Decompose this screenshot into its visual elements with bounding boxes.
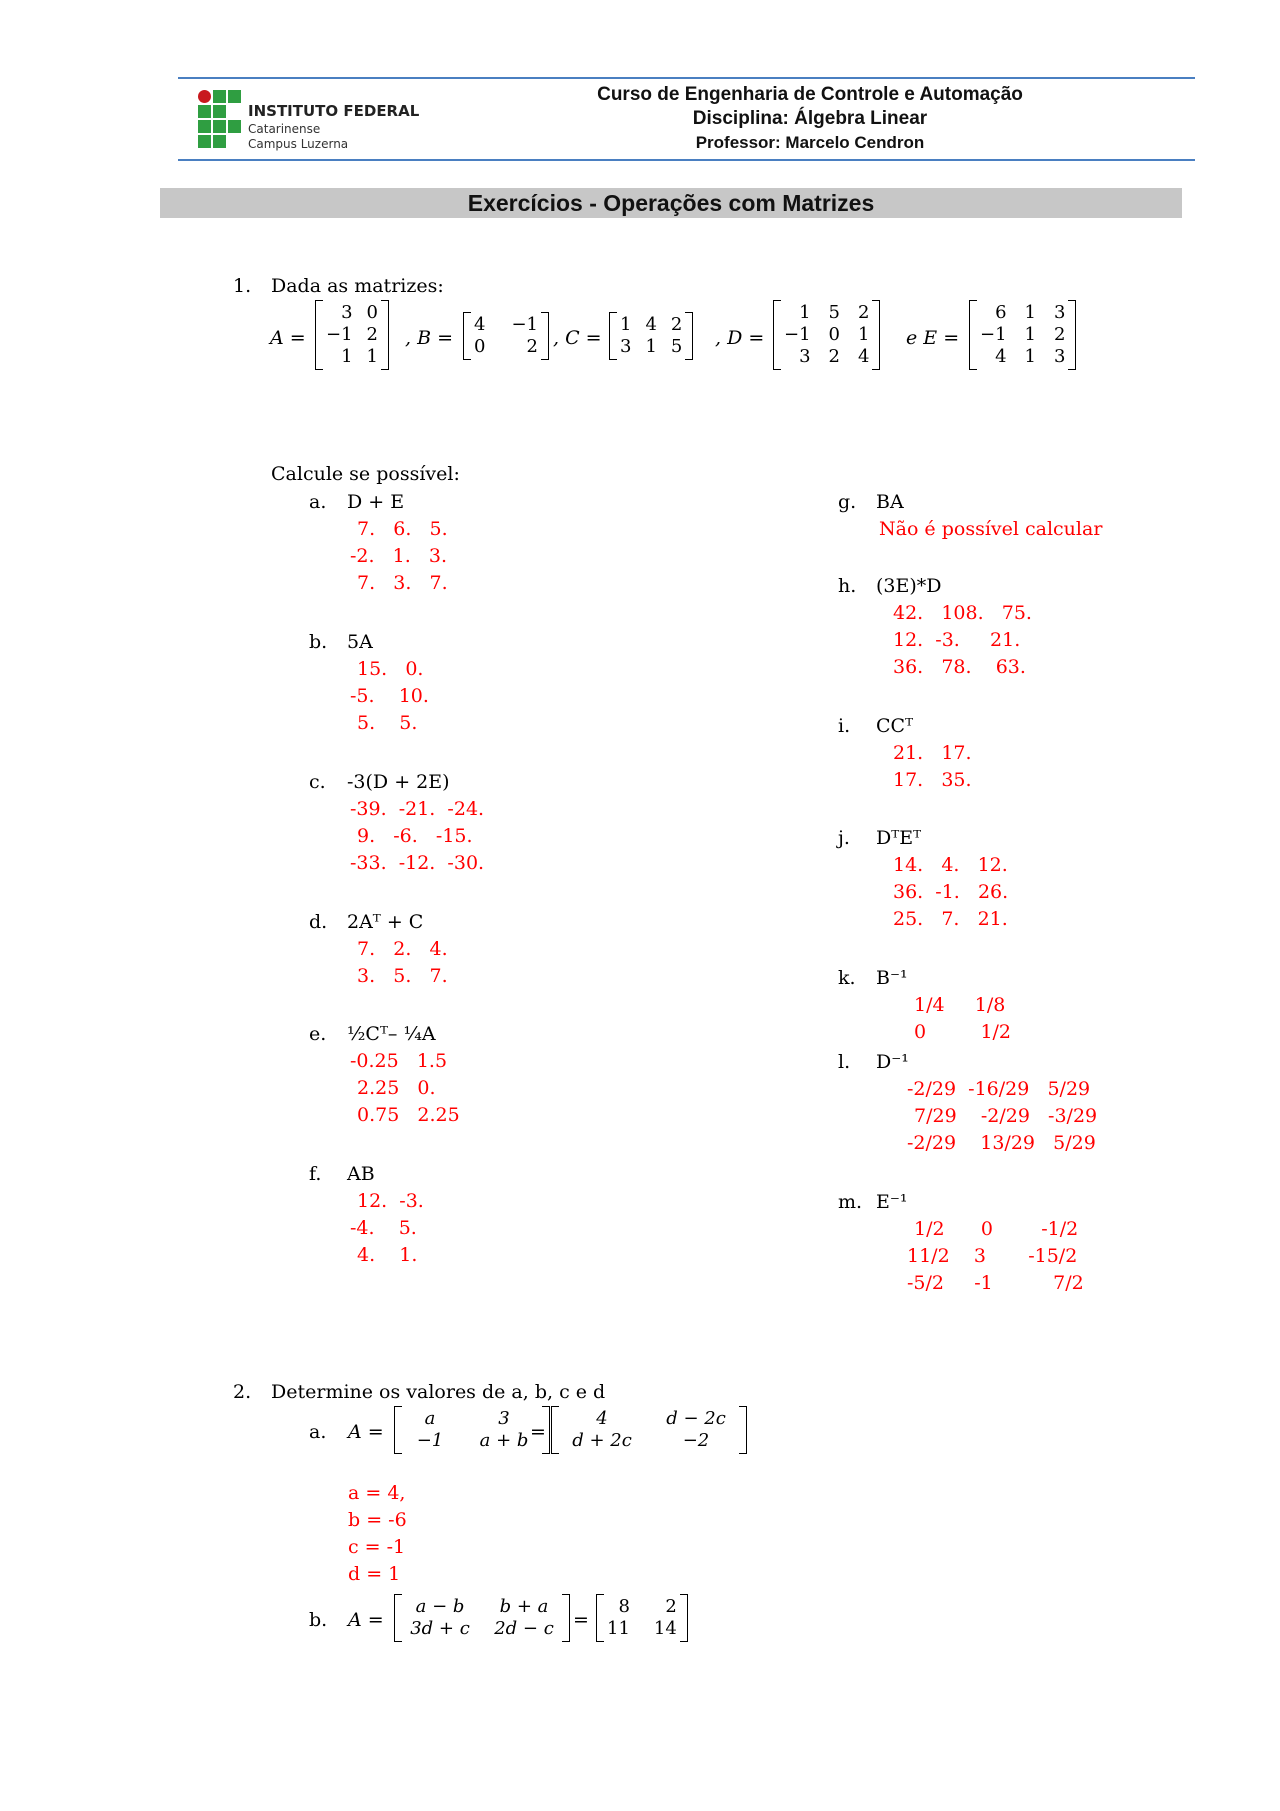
exercise-item-letter: g. — [838, 491, 857, 513]
matrix-cell: 1 — [341, 346, 353, 367]
matrix-cell: 2 — [670, 314, 683, 335]
matrix-cell: 3d + c — [410, 1618, 470, 1639]
logo-title: INSTITUTO FEDERAL — [248, 102, 420, 120]
answer-row: 17. 35. — [893, 769, 972, 791]
matrix-e-label: e E = — [906, 327, 960, 349]
matrix-cell: 3 — [498, 1408, 510, 1429]
answer-row: -39. -21. -24. — [350, 798, 485, 820]
answer-row: 12. -3. 21. — [893, 629, 1021, 651]
answer-row: -2/29 -16/29 5/29 — [907, 1078, 1091, 1100]
answer-row: 15. 0. — [357, 658, 424, 680]
answer-row: -5. 10. — [350, 685, 429, 707]
exercise-item-expression: B⁻¹ — [876, 967, 908, 989]
matrix-d-label: , D = — [715, 327, 765, 349]
matrix-cell: 1 — [645, 336, 657, 357]
answer-row: -5/2 -1 7/2 — [907, 1272, 1084, 1294]
answer-row: 42. 108. 75. — [893, 602, 1032, 624]
answer-row: 36. -1. 26. — [893, 881, 1009, 903]
matrix-cell: 0 — [828, 324, 840, 345]
answer-row: -2. 1. 3. — [350, 545, 448, 567]
answer-row: -4. 5. — [350, 1217, 417, 1239]
q2-a-answer: a = 4, — [348, 1482, 406, 1504]
matrix-cell: 4 — [645, 314, 657, 335]
course-name: Curso de Engenharia de Controle e Automação — [597, 84, 1023, 105]
matrix-cell: 4 — [995, 346, 1007, 367]
exercise-item-letter: e. — [309, 1023, 327, 1045]
institution-logo — [198, 90, 438, 150]
matrix-cell: 2 — [526, 336, 538, 357]
logo-subtitle-2: Campus Luzerna — [248, 137, 349, 151]
exercise-item-letter: i. — [838, 715, 851, 737]
matrix-d — [773, 300, 880, 370]
exercise-item-expression: -3(D + 2E) — [347, 771, 450, 793]
logo-subtitle-1: Catarinense — [248, 122, 321, 136]
exercise-item-letter: d. — [309, 911, 328, 933]
answer-row: 14. 4. 12. — [893, 854, 1008, 876]
matrix-cell: 3 — [799, 346, 811, 367]
exercise-item-letter: l. — [838, 1051, 851, 1073]
matrix-cell: 2 — [858, 302, 870, 323]
q2-a-equals: = — [530, 1421, 546, 1443]
answer-row: 7. 3. 7. — [357, 572, 448, 594]
matrix-cell: −1 — [416, 1430, 444, 1451]
answer-row: -0.25 1.5 — [350, 1050, 448, 1072]
matrix-cell: a + b — [479, 1430, 529, 1451]
matrix-cell: 2 — [366, 324, 378, 345]
professor-name: Professor: Marcelo Cendron — [695, 133, 925, 152]
exercise-item-expression: AB — [347, 1163, 375, 1185]
exercise-item-letter: f. — [309, 1163, 322, 1185]
matrix-cell: 1 — [620, 314, 632, 335]
q2-a-answer: b = -6 — [348, 1509, 407, 1531]
answer-row: 0.75 2.25 — [357, 1104, 460, 1126]
matrix-cell: 5 — [828, 302, 840, 323]
matrix-cell: b + a — [499, 1596, 549, 1617]
matrix-cell: 2 — [828, 346, 840, 367]
q2-item-a-lhs: A = — [348, 1421, 384, 1443]
exercise-item-letter: j. — [838, 827, 850, 849]
matrix-cell: a − b — [415, 1596, 465, 1617]
exercise-item-letter: k. — [838, 967, 856, 989]
matrix-cell: 3 — [1054, 346, 1066, 367]
question-2-prompt: Determine os valores de a, b, c e d — [271, 1381, 606, 1403]
header-top-line — [178, 77, 1195, 79]
q2-a-answer: d = 1 — [348, 1563, 401, 1585]
q2-b-matrix-left — [394, 1594, 570, 1642]
matrix-cell: 1 — [1024, 302, 1036, 323]
matrix-cell: −1 — [326, 324, 353, 345]
exercise-item-expression: (3E)*D — [876, 575, 942, 597]
question-2-number: 2. — [233, 1381, 252, 1403]
answer-row: 25. 7. 21. — [893, 908, 1008, 930]
matrix-c-label: , C = — [553, 327, 602, 349]
matrix-cell: −1 — [784, 324, 811, 345]
answer-row: 7. 2. 4. — [357, 938, 448, 960]
q2-a-matrix-left — [394, 1406, 550, 1454]
exercise-item-expression: CCᵀ — [876, 715, 914, 737]
exercise-item-expression: 5A — [347, 631, 373, 653]
exercise-item-expression: ½Cᵀ– ¼A — [347, 1023, 436, 1045]
matrix-cell: 2 — [1054, 324, 1066, 345]
answer-row: 7/29 -2/29 -3/29 — [914, 1105, 1098, 1127]
answer-row: 1/4 1/8 — [914, 994, 1006, 1016]
answer-row: 11/2 3 -15/2 — [907, 1245, 1078, 1267]
matrix-cell: 2d − c — [494, 1618, 554, 1639]
matrix-cell: 2 — [665, 1596, 677, 1617]
exercise-item-expression: DᵀEᵀ — [876, 827, 922, 849]
matrix-e — [969, 300, 1076, 370]
matrix-cell: 4 — [474, 314, 486, 335]
answer-row: -33. -12. -30. — [350, 852, 485, 874]
header-bottom-line — [178, 159, 1195, 161]
answer-row: 1/2 0 -1/2 — [914, 1218, 1079, 1240]
matrix-cell: 3 — [620, 336, 632, 357]
exercise-item-expression: 2Aᵀ + C — [347, 911, 424, 933]
matrix-cell: 5 — [670, 336, 683, 357]
matrix-c — [609, 312, 693, 360]
q2-a-matrix-right — [551, 1406, 747, 1454]
answer-row: 9. -6. -15. — [357, 825, 473, 847]
exercise-item-expression: D + E — [347, 491, 405, 513]
q2-b-equals: = — [573, 1609, 589, 1631]
exercise-item-expression: E⁻¹ — [876, 1191, 908, 1213]
matrix-cell: −1 — [511, 314, 538, 335]
question-1-prompt: Dada as matrizes: — [271, 275, 444, 297]
answer-row: 2.25 0. — [357, 1077, 436, 1099]
matrix-b — [463, 312, 549, 360]
matrix-b-label: , B = — [405, 327, 454, 349]
answer-row: 0 1/2 — [914, 1021, 1012, 1043]
matrix-cell: 14 — [653, 1618, 677, 1639]
exercise-item-letter: b. — [309, 631, 328, 653]
matrix-cell: −1 — [980, 324, 1007, 345]
matrix-cell: 3 — [341, 302, 353, 323]
matrix-cell: 4 — [596, 1408, 608, 1429]
matrix-cell: d − 2c — [666, 1408, 726, 1429]
matrix-a — [315, 300, 389, 370]
matrix-cell: 4 — [858, 346, 870, 367]
matrix-cell: 3 — [1054, 302, 1066, 323]
q2-item-b-letter: b. — [309, 1609, 328, 1631]
answer-row: 12. -3. — [357, 1190, 424, 1212]
exercise-item-letter: c. — [309, 771, 326, 793]
answer-row: 36. 78. 63. — [893, 656, 1026, 678]
q2-item-b-lhs: A = — [348, 1609, 384, 1631]
matrix-cell: 0 — [474, 336, 486, 357]
matrix-cell: a — [424, 1408, 436, 1429]
q2-a-answer: c = -1 — [348, 1536, 406, 1558]
matrix-cell: 1 — [1024, 324, 1036, 345]
calculate-instruction: Calcule se possível: — [271, 463, 460, 485]
answer-row: 4. 1. — [357, 1244, 418, 1266]
q2-b-matrix-right — [596, 1594, 688, 1642]
matrix-cell: 1 — [799, 302, 811, 323]
q2-item-a-letter: a. — [309, 1421, 327, 1443]
answer-row: 5. 5. — [357, 712, 418, 734]
answer-row: 21. 17. — [893, 742, 972, 764]
matrix-cell: 0 — [366, 302, 378, 323]
answer-row: 7. 6. 5. — [357, 518, 448, 540]
page-title: Exercícios - Operações com Matrizes — [160, 188, 1182, 218]
matrix-a-label: A = — [270, 327, 306, 349]
answer-row: -2/29 13/29 5/29 — [907, 1132, 1096, 1154]
matrix-cell: −2 — [682, 1430, 710, 1451]
exercise-item-expression: D⁻¹ — [876, 1051, 909, 1073]
matrix-cell: 1 — [366, 346, 378, 367]
answer-row: Não é possível calcular — [879, 518, 1103, 540]
matrix-cell: 1 — [858, 324, 870, 345]
exercise-item-expression: BA — [876, 491, 904, 513]
exercise-item-letter: m. — [838, 1191, 863, 1213]
answer-row: 3. 5. 7. — [357, 965, 448, 987]
exercise-item-letter: h. — [838, 575, 857, 597]
matrix-cell: 11 — [607, 1618, 630, 1639]
matrix-cell: 8 — [618, 1596, 630, 1617]
matrix-cell: 6 — [995, 302, 1007, 323]
question-1-number: 1. — [233, 275, 252, 297]
matrix-cell: d + 2c — [572, 1430, 632, 1451]
discipline-name: Disciplina: Álgebra Linear — [692, 108, 928, 129]
matrix-cell: 1 — [1024, 346, 1036, 367]
exercise-item-letter: a. — [309, 491, 327, 513]
